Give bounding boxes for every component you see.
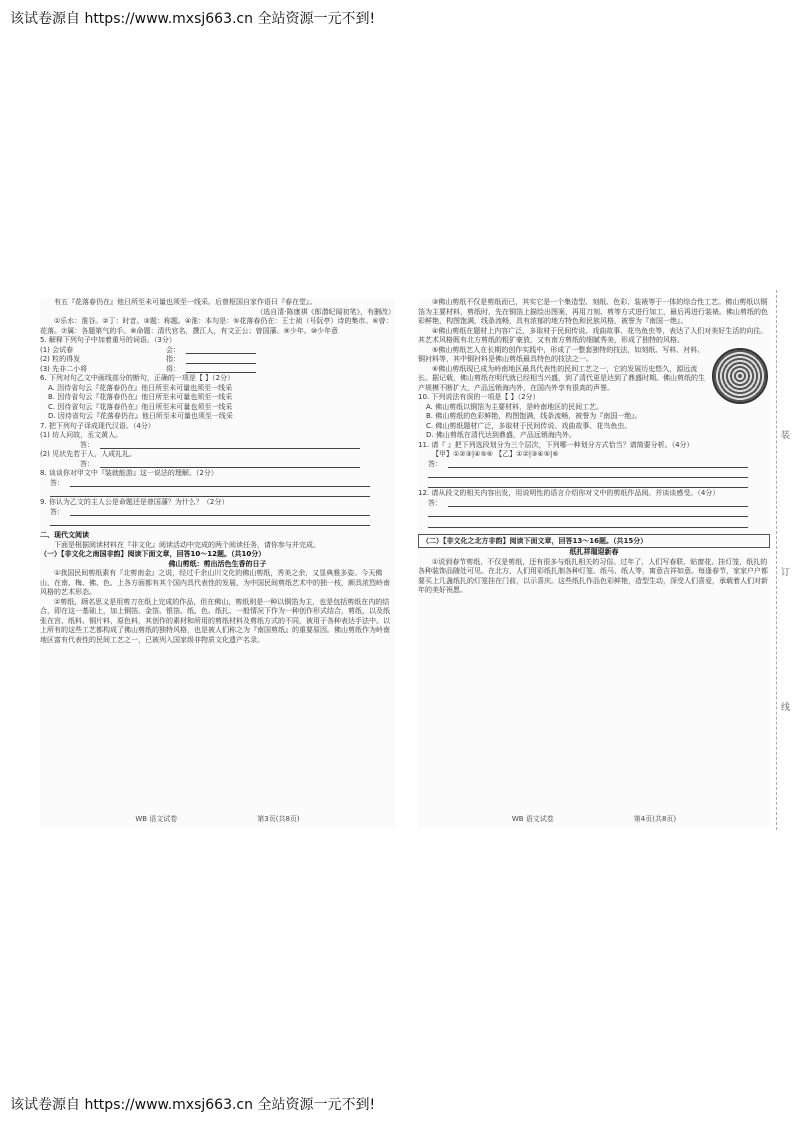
q10-option-a: A. 佛山剪纸以铜箔为主要材料，是岭南地区的民间工艺。	[426, 402, 604, 411]
question-8: 8. 谈谈你对甲文中『装就能游』这一说法的理解。（2分）	[40, 469, 218, 477]
source-line: （选自清·陈康祺《郎潜纪闻初笔》，有删改）	[256, 307, 395, 316]
binding-mark: 线	[781, 703, 791, 713]
question-9: 9. 你认为乙文的主人公是命题还是曾国藩？为什么？（2分）	[40, 498, 229, 506]
answer-blank[interactable]	[448, 460, 748, 468]
q7-answer-2: 答：	[40, 460, 395, 470]
article-title: 佛山剪纸：剪出活色生香的日子	[168, 559, 267, 568]
paper-cut-image	[712, 348, 768, 404]
answer-blank[interactable]	[50, 518, 370, 526]
banner-top: 该试卷源自 https://www.mxsj663.cn 全站资源一元不到!	[10, 11, 376, 27]
question-6: 6. 下列对句乙文中画线部分的断句，正确的一项是【 】（2分）	[40, 374, 235, 382]
q7-part-1: (1) 坊人问故，丞文黄人。	[40, 431, 123, 439]
banner-bottom: 该试卷源自 https://www.mxsj663.cn 全站资源一元不到!	[10, 1097, 376, 1113]
article-paragraph: ⑥佛山剪纸现已成为岭南地区最具代表性的民间工艺之一，它的发展历史悠久，源远流长。据记载，佛山剪纸在明代就已经相当兴盛，到了清代更是达到了鼎盛时期。佛山剪纸的生产规模不断扩大，产品远销海内外，在国内外享有很高的声誉。	[418, 364, 705, 392]
binding-mark: 订	[781, 568, 791, 578]
q5-item-3: (3) 先非二小将 将：	[40, 365, 395, 375]
article-paragraph: ⑤佛山剪纸艺人在长期的创作实践中，形成了一整套独特的技法，如刻纸、写料、衬料、铜衬料等，其中铜衬料是佛山剪纸最具特色的技法之一。	[418, 345, 705, 363]
page-footer: WB 语文试卷 第3页(共8页)	[135, 815, 300, 823]
answer-blank[interactable]	[100, 460, 360, 468]
question-11: 11. 请『 』把下列选段划分为三个层次，下列哪一种划分方式恰当？请简要分析。（4分）	[418, 440, 694, 449]
article-paragraph: ②剪纸，顾名思义是用剪刀在纸上完成的作品，但在佛山，剪纸则是一种以铜箔为主，也是包括剪纸在内的结合，即在这一基础上，加上铜箔、金箔、银箔、纸、色、纸扎、一般情况下作为一种创作形式结合，剪纸，以及纸张在宫、纸料、铜片料、原色料，其创作的素材和所用的剪纸材料及剪纸方式的不同，被用于各种表达手法中。以上所有的这些工艺都构成了佛山剪纸的独特风格，也是被人们称之为『南国剪纸』的重要原因。佛山剪纸作为岭南地区富有代表性的民间工艺之一，已被列入国家级非物质文化遗产名录。	[40, 597, 390, 644]
question-7: 7. 把下列句子译成现代汉语。（4分）	[40, 421, 155, 430]
article-paragraph: ④佛山剪纸在题材上内容广泛，多取材于民间传说、戏曲故事、花鸟鱼虫等，表达了人们对美好生活的向往。其艺术风格既有北方剪纸的粗犷豪放，又有南方剪纸的细腻秀美，形成了独特的风格。	[418, 326, 768, 344]
q6-option-c: C. 因待省句云『花落春仍在』他日所至未可量也须至一线采	[48, 402, 233, 411]
part-heading: （一）【非文化之南国非韵】阅读下面文章，回答10～12题。（共10分）	[40, 550, 266, 558]
answer-blank[interactable]	[428, 480, 748, 488]
binding-line	[776, 290, 777, 830]
answer-blank[interactable]	[428, 470, 748, 478]
question-12: 12. 请从段文的相关内容出发，用说明性的语言介绍你对文中的剪纸作品阅。并谈谈感受。（4分）	[418, 489, 720, 497]
binding-mark: 装	[781, 431, 791, 441]
q6-option-a: A. 因待省句云『花落春仍在』他日所至未可量也须至一线采	[48, 383, 233, 392]
question-10: 10. 下列说法有误的一项是【 】（2分）	[418, 393, 540, 401]
q11-choices: 【甲】①②③|④⑤⑥ 【乙】①②|③④⑤|⑥	[432, 450, 559, 458]
notes: ①乐水：淮谷。②丁：时音。③题：称题。④淮：本句是：⑤花落春仍在：王士祯（号阮亭）诗的集市。⑥曾：花落。⑦属：各题第气的手。⑧命题：清代官名，撰江人，有文正公；曾国藩。⑨少年。⑩少年意	[40, 317, 393, 335]
part-heading: （二）【非文化之北方非韵】阅读下面文章，回答13～16题。（共15分）	[418, 534, 770, 548]
q10-option-b: B. 佛山剪纸的色彩鲜艳，构图饱满，线条流畅，被誉为『南国一绝』。	[426, 412, 642, 420]
article-title: 纸扎祥瑞迎新春	[569, 548, 619, 556]
exam-page-right	[418, 298, 770, 828]
answer-blank[interactable]	[448, 499, 748, 507]
q8-answer: 答：	[40, 479, 395, 489]
q5-item-2: (2) 粒的得发 指：	[40, 355, 395, 365]
answer-blank[interactable]	[428, 509, 748, 517]
q12-answer: 答：	[418, 499, 770, 509]
answer-blank[interactable]	[428, 520, 748, 528]
q6-option-b: B. 因待省句云『花落春仍在』他日所至未可量也须至一线采	[48, 393, 233, 401]
classical-text: 有五『花落春仍在』他日所至未可量也须至一线采。后曾枢国自家作语曰『春在堂』。	[54, 298, 317, 306]
q6-option-d: D. 因待省句云『花落春仍在』他日所至未可量也须至一线采	[48, 412, 233, 420]
answer-blank[interactable]	[186, 356, 256, 364]
section-heading: 二、现代文阅读	[40, 531, 89, 539]
q9-answer: 答：	[40, 508, 395, 518]
answer-blank[interactable]	[100, 441, 360, 449]
page-footer: WB 语文试卷 第4页(共8页)	[511, 815, 677, 823]
answer-blank[interactable]	[186, 346, 256, 354]
q10-option-d: D. 佛山剪纸在清代达到鼎盛，产品远销海内外。	[426, 431, 576, 439]
article-paragraph: ①我国民间剪纸素有『北剪南金』之说，经过千余山川文化的佛山剪纸，秀美之余，又显典雅多姿。今天佛山，在南、梅、佛、色、上各方面都有其个国内具代表性的发展，为中国民间剪纸艺术中的独一枝，颇具浓烈岭南风格的艺术形态。	[40, 569, 390, 596]
section-instruction: 下面是根据阅读材料在『非文化』阅读活动中完成的两个阅读任务，请你参与并完成。	[54, 540, 320, 549]
answer-blank[interactable]	[186, 365, 256, 373]
q5-item-1: (1) 会试春 会：	[40, 346, 395, 356]
question-5: 5. 解释下列句子中加着重号的词语。（3分）	[40, 336, 176, 344]
answer-blank[interactable]	[50, 489, 370, 497]
article-paragraph: ③佛山剪纸不仅是剪纸而已，其实它是一个集造型、刻纸、色彩、装裱等于一体的综合性工艺。佛山剪纸以铜箔为主要材料，剪纸时，先在铜箔上描绘出图案，再用刀刻、剪等方式进行加工，最后再进行装裱。佛山剪纸的色彩鲜艳，构图饱满，线条流畅，具有浓郁的地方特色和民族风格，被誉为『南国一绝』。	[418, 298, 768, 325]
exam-page-left	[40, 298, 395, 828]
q7-part-2: (2) 见状先若于人，人成礼礼。	[40, 450, 137, 458]
answer-blank[interactable]	[70, 508, 370, 516]
article-paragraph: ①说到春节剪纸，不仅是剪纸，还有很多与纸扎相关的习俗。过年了，人们写春联、贴窗花、挂灯笼，纸扎的各种装饰品随处可见。在北方，人们用彩纸扎制各种灯笼、纸马、纸人等，寓意吉祥如意。每逢春节，家家户户都要买上几盏纸扎的灯笼挂在门前，以示喜庆。这些纸扎作品色彩鲜艳，造型生动，深受人们喜爱，承载着人们对新年的美好祝愿。	[418, 557, 768, 594]
answer-blank[interactable]	[70, 479, 370, 487]
q10-option-c: C. 佛山剪纸题材广泛，多取材于民间传说、戏曲故事、花鸟鱼虫。	[426, 421, 632, 430]
q7-answer-1: 答：	[40, 441, 395, 451]
q11-answer: 答：	[418, 460, 770, 470]
